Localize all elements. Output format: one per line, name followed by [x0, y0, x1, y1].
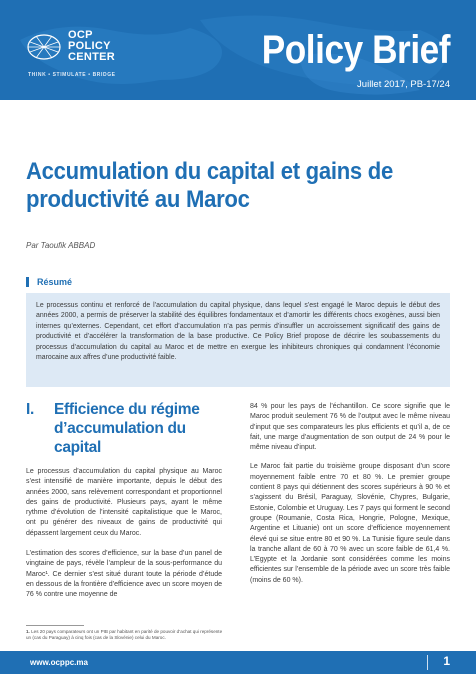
summary-accent-bar — [26, 277, 29, 287]
ocp-logo — [26, 30, 115, 63]
section-title: Efficience du régime d’accumulation du capital — [54, 401, 200, 456]
author-byline: Par Taoufik ABBAD — [26, 241, 96, 250]
summary-heading — [26, 277, 72, 287]
website-link[interactable]: www.ocppc.ma — [30, 658, 88, 667]
logo-wordmark — [68, 30, 115, 63]
footnote-number: 1. — [26, 629, 30, 634]
ocp-globe-icon — [26, 32, 62, 62]
footnote — [26, 629, 226, 642]
right-paragraph-2: Le Maroc fait partie du troisième groupe disposant d’un score moyennement faible entre 70 et 80 %. Le premier groupe contient 8 pays qui détiennent des scores supérieurs à 90 % et s’agissent du Brésil, Paraguay, Slovénie, Chypres, Bulgarie, Estonie, Colombie et Uruguay. Les 7 pays qui forment le second groupe (Roumanie, Costa Rica, Hongrie, Pologne, Mexique, Argentine et Lituanie) ont un score d’efficience moyennement élevé qui se situe entre 80 et 90 %. La Tunisie figure seule dans la tranche allant de 60 à 70 % avec un score faible de 61,4 %. L’Egypte et la Jordanie sont considérées comme les moins efficientes sur l’ensemble de la période avec un score très faible (moins de 60 %). — [250, 463, 450, 584]
section-heading — [26, 400, 222, 457]
page-number: 1 — [443, 654, 450, 668]
footnote-divider — [26, 625, 84, 626]
publication-date-reference: Juillet 2017, PB-17/24 — [357, 79, 450, 90]
logo-tagline: THINK • STIMULATE • BRIDGE — [28, 72, 116, 78]
summary-text: Le processus continu et renforcé de l’accumulation du capital physique, dans lequel s’est engagé le Maroc depuis le début des années 2000, a permis de préserver la stabilité des équilibres fondamentaux et d’amortir les différents chocs exogènes, aussi bien internes qu’externes. Cependant, cet effort d’accumulation n’a pas permis d’insuffler un accroissement significatif des gains de productivité et d’accélérer la transformation de la base productive. Ce Policy Brief propose de décrire les soubassements du processus d’accumulation du capital au Maroc et de mettre en exergue les inhibiteurs chroniques qui condamnent l’économie marocaine aux affres d’une productivité faible. — [36, 302, 440, 362]
right-paragraph-1: 84 % pour les pays de l’échantillon. Ce score signifie que le Maroc produit seulement 76 % de l’output avec le même niveau d’input que ses comparateurs les plus efficients et qu’il a, de ce fait, une marge d’augmentation de son output de 24 % pour le même niveau d’input. — [250, 403, 450, 452]
logo-line-2: POLICY — [68, 40, 111, 52]
left-paragraph-2: L’estimation des scores d’efficience, sur la base d’un panel de vingtaine de pays, révèle l’ampleur de la sous-performance du Maroc¹. Ce dernier s’est situé durant toute la période d’étude en dessous de la frontière d’efficience avec un score moyen de 76 % contre une moyenne de — [26, 550, 222, 599]
footnote-text: Les 20 pays comparateurs ont un PIB par habitant en parité de pouvoir d’achat qui représente un (cas du Paraguay) à cinq fois (cas de la Slovénie) celui du Maroc. — [26, 629, 223, 641]
policy-brief-title: Policy Brief — [261, 28, 450, 72]
footer-divider — [427, 655, 428, 670]
document-title: Accumulation du capital et gains de productivité au Maroc — [26, 158, 394, 213]
left-column — [26, 400, 222, 601]
summary-label: Résumé — [37, 277, 73, 287]
logo-line-3: CENTER — [68, 51, 116, 63]
logo-line-1: OCP — [68, 29, 93, 41]
section-number: I. — [26, 401, 35, 418]
footer-bar — [0, 651, 476, 674]
right-column — [250, 402, 450, 586]
header-banner — [0, 0, 476, 100]
summary-box — [26, 293, 450, 387]
left-paragraph-1: Le processus d’accumulation du capital physique au Maroc s’est intensifié de manière importante, depuis le début des années 2000, sans relèvement correspondant et proportionnel des gains de productivité. Plusieurs pays, ayant le même rythme d’évolution de l’intensité capitalistique que le Maroc, ont pu générer des niveaux de gains de productivité qui dépassent largement ceux du Maroc. — [26, 468, 222, 537]
